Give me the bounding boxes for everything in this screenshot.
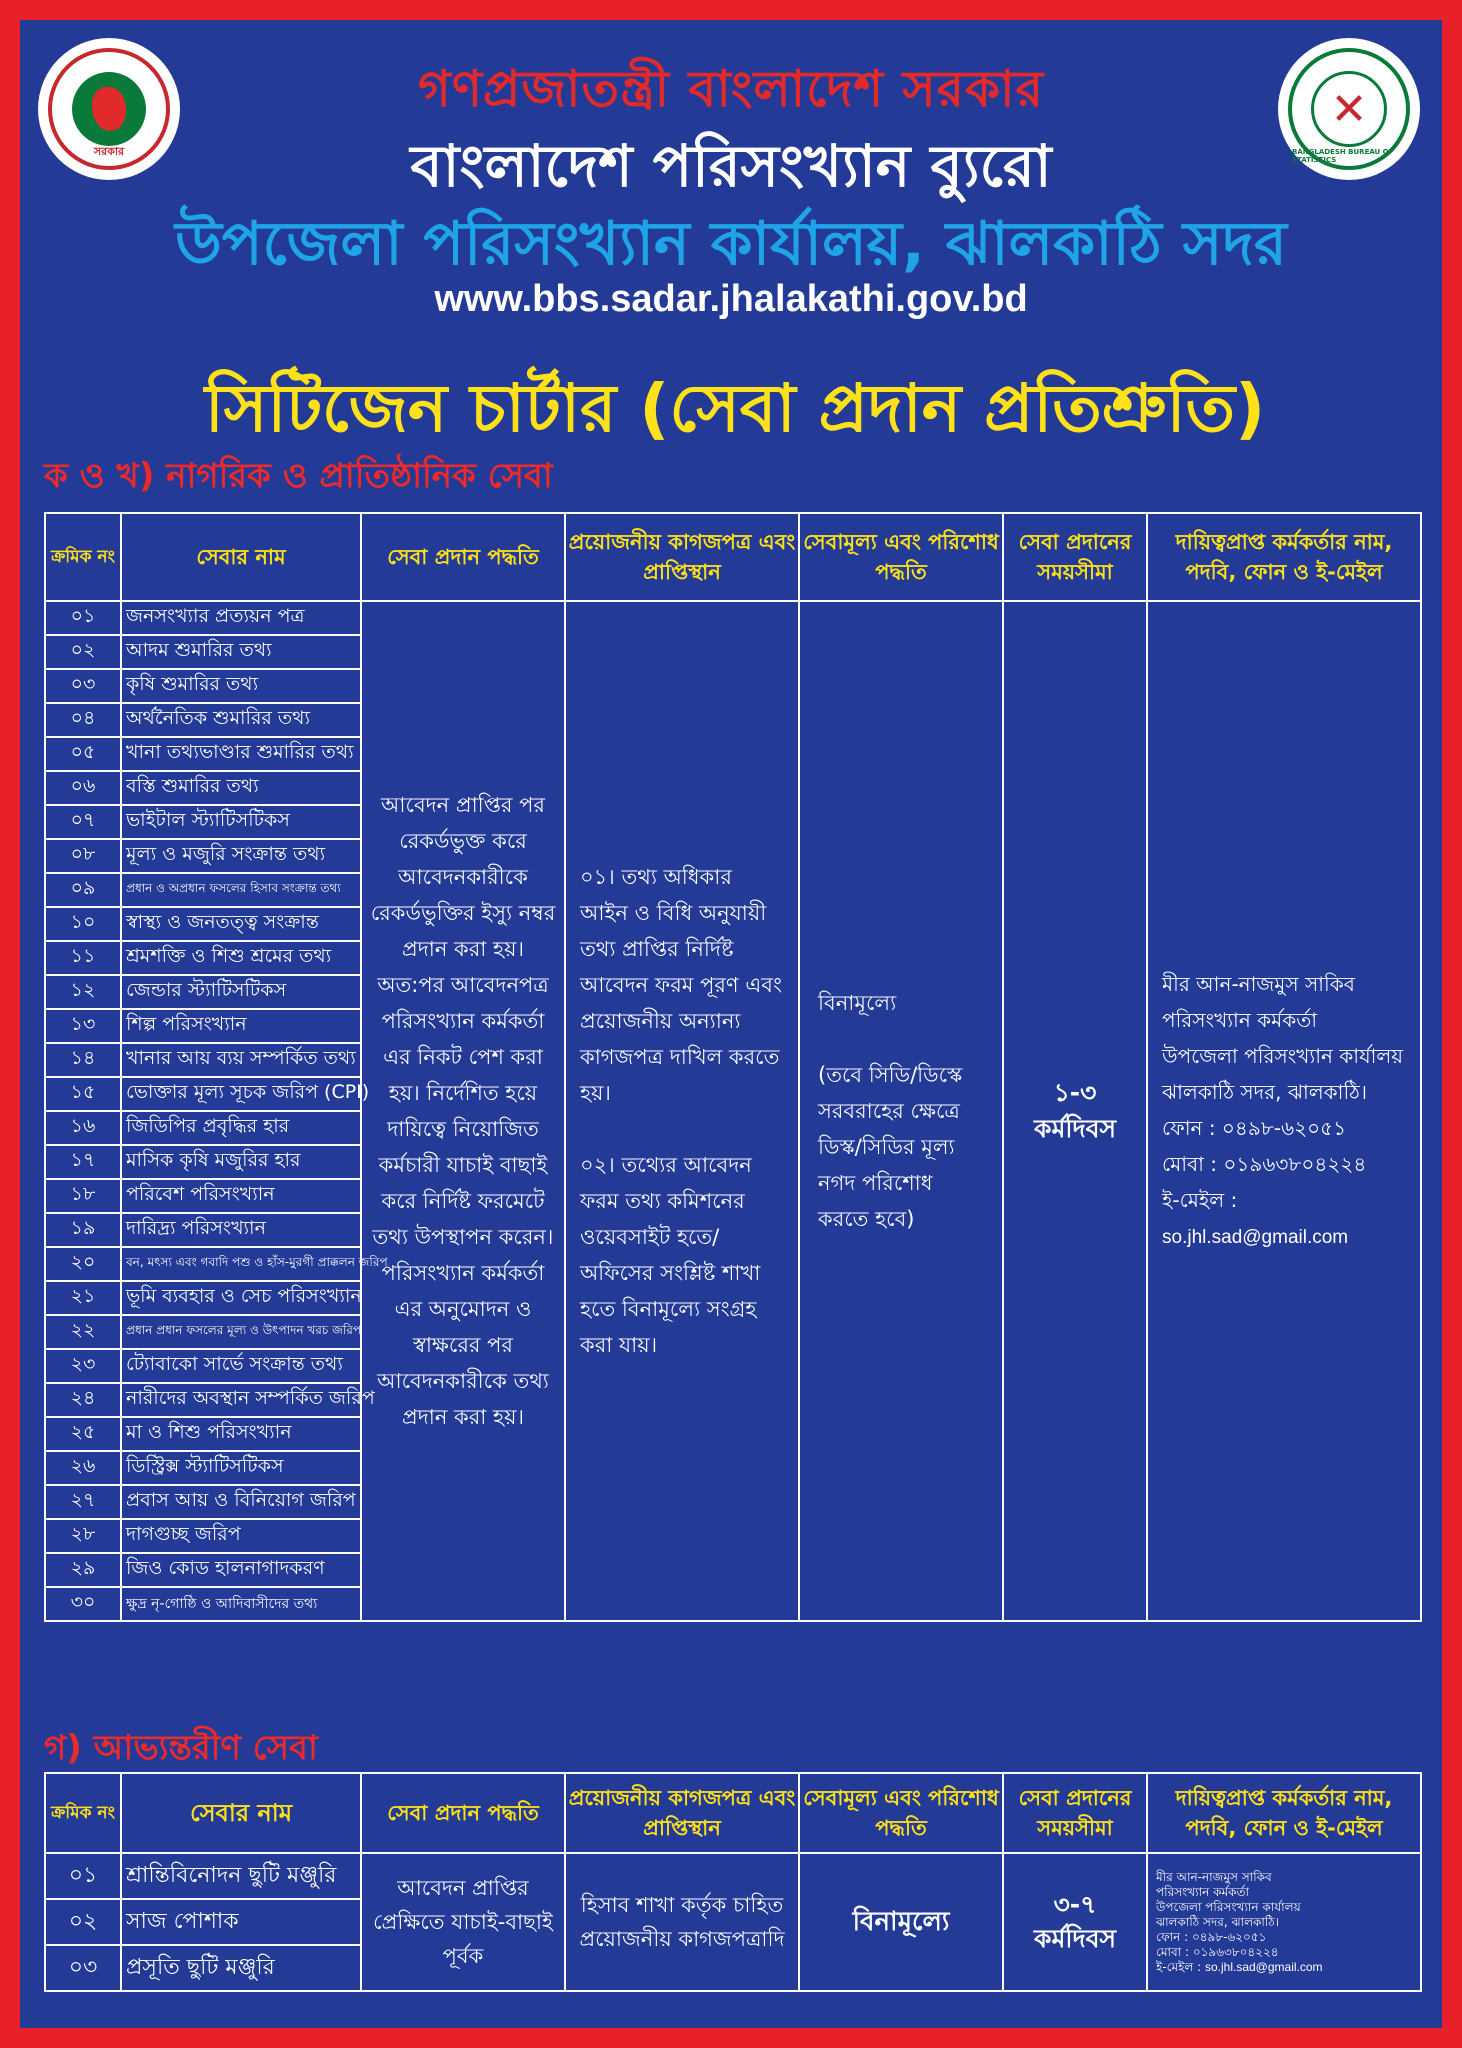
government-title: গণপ্রজাতন্ত্রী বাংলাদেশ সরকার xyxy=(418,60,1044,118)
service-serial: ২৯ xyxy=(45,1553,121,1587)
internal-service-time-limit xyxy=(1003,1853,1147,1991)
time-unit: কর্মদিবস xyxy=(1033,1114,1117,1143)
service-serial: ০৯ xyxy=(45,873,121,907)
officer-name: মীর আন-নাজমুস সাকিব xyxy=(1162,972,1355,996)
officer-title: পরিসংখ্যান কর্মকর্তা xyxy=(1156,1884,1250,1899)
service-serial: ১৬ xyxy=(45,1111,121,1145)
service-serial: ২৩ xyxy=(45,1349,121,1383)
service-name: জিডিপির প্রবৃদ্ধির হার xyxy=(121,1111,361,1145)
service-serial: ০৮ xyxy=(45,839,121,873)
service-serial: ২৭ xyxy=(45,1485,121,1519)
service-name: খানা তথ্যভাণ্ডার শুমারির তথ্য xyxy=(121,737,361,771)
documents-point-1: ০১। তথ্য অধিকার আইন ও বিধি অনুযায়ী তথ্য প্রাপ্তির নির্দিষ্ট আবেদন ফরম পূরণ এবং প্রয়োজনীয় অন্যান্য কাগজপত্র দাখিল করতে হয়। xyxy=(580,865,782,1105)
service-name: ক্ষুদ্র নৃ-গোষ্ঠি ও আদিবাসীদের তথ্য xyxy=(121,1587,361,1621)
time-range: ১-৩ xyxy=(1053,1078,1097,1107)
col-serial: ক্রমিক নং xyxy=(45,513,121,601)
documents-point-2: ০২। তথ্যের আবেদন ফরম তথ্য কমিশনের ওয়েবসাইট হতে/ অফিসের সংশ্লিষ্ট শাখা হতে বিনামূল্যে সংগ্রহ করা যায়। xyxy=(580,1153,761,1357)
col-service-name: সেবার নাম xyxy=(121,1773,361,1853)
service-serial: ০১ xyxy=(45,601,121,635)
officer-address: ঝালকাঠি সদর, ঝালকাঠি। xyxy=(1162,1080,1368,1104)
service-method: আবেদন প্রাপ্তির পর রেকর্ডভুক্ত করে আবেদনকারীকে রেকর্ডভুক্তির ইস্যু নম্বর প্রদান করা হয়। অত:পর আবেদনপত্র পরিসংখ্যান কর্মকর্তা এর নিকট পেশ করা হয়। নির্দেশিত হয়ে দায়িত্বে নিয়োজিত কর্মচারী যাচাই বাছাই করে নির্দিষ্ট ফরমেটে তথ্য উপস্থাপন করেন। পরিসংখ্যান কর্মকর্তা এর অনুমোদন ও স্বাক্ষরের পর আবেদনকারীকে তথ্য প্রদান করা হয়। xyxy=(361,601,565,1621)
service-name: বস্তি শুমারির তথ্য xyxy=(121,771,361,805)
service-serial: ২৪ xyxy=(45,1383,121,1417)
service-serial: ২০ xyxy=(45,1247,121,1281)
responsible-officer xyxy=(1147,601,1421,1621)
col-officer: দায়িত্বপ্রাপ্ত কর্মকর্তার নাম, পদবি, ফোন ও ই-মেইল xyxy=(1147,1773,1421,1853)
internal-service-name: প্রসূতি ছুটি মঞ্জুরি xyxy=(121,1945,361,1991)
service-name: মা ও শিশু পরিসংখ্যান xyxy=(121,1417,361,1451)
citizen-charter-poster xyxy=(20,20,1442,2028)
table-row xyxy=(45,601,1421,635)
service-name: খানার আয় ব্যয় সম্পর্কিত তথ্য xyxy=(121,1043,361,1077)
time-range: ৩-৭ xyxy=(1053,1890,1097,1919)
officer-phone: ফোন : ০৪৯৮-৬২০৫১ xyxy=(1162,1116,1347,1140)
service-serial: ০৩ xyxy=(45,669,121,703)
service-name: ভাইটাল স্ট্যাটিসটিকস xyxy=(121,805,361,839)
service-name: দারিদ্র্য পরিসংখ্যান xyxy=(121,1213,361,1247)
col-fee: সেবামূল্য এবং পরিশোধ পদ্ধতি xyxy=(799,513,1003,601)
service-serial: ২৮ xyxy=(45,1519,121,1553)
bbs-seal-text: BANGLADESH BUREAU OF STATISTICS xyxy=(1292,148,1394,164)
service-serial: ১৫ xyxy=(45,1077,121,1111)
officer-email-label: ই-মেইল : xyxy=(1162,1188,1238,1212)
service-serial: ০৫ xyxy=(45,737,121,771)
service-serial: ১২ xyxy=(45,975,121,1009)
internal-responsible-officer xyxy=(1147,1853,1421,1991)
section-internal-services-title: গ) আভ্যন্তরীণ সেবা xyxy=(44,1728,318,1768)
internal-services-table xyxy=(44,1772,1422,1992)
officer-office: উপজেলা পরিসংখ্যান কার্যালয় xyxy=(1162,1044,1404,1068)
internal-service-method: আবেদন প্রাপ্তির প্রেক্ষিতে যাচাই-বাছাই পূর্বক xyxy=(361,1853,565,1991)
service-serial: ২২ xyxy=(45,1315,121,1349)
internal-required-documents: হিসাব শাখা কর্তৃক চাহিত প্রয়োজনীয় কাগজপত্রাদি xyxy=(565,1853,799,1991)
col-documents: প্রয়োজনীয় কাগজপত্র এবং প্রাপ্তিস্থান xyxy=(565,1773,799,1853)
service-serial: ০৪ xyxy=(45,703,121,737)
service-serial: ২১ xyxy=(45,1281,121,1315)
service-name: ভোক্তার মূল্য সূচক জরিপ (CPI) xyxy=(121,1077,361,1111)
service-serial: ১৭ xyxy=(45,1145,121,1179)
service-name: ডিস্ট্রিক্স স্ট্যাটিসটিকস xyxy=(121,1451,361,1485)
internal-service-name: সাজ পোশাক xyxy=(121,1899,361,1945)
service-name: জিও কোড হালনাগাদকরণ xyxy=(121,1553,361,1587)
required-documents xyxy=(565,601,799,1621)
service-serial: ১৪ xyxy=(45,1043,121,1077)
internal-service-name: শ্রান্তিবিনোদন ছুটি মঞ্জুরি xyxy=(121,1853,361,1899)
bbs-cross-icon: ✕ xyxy=(1311,71,1387,147)
service-serial: ০৬ xyxy=(45,771,121,805)
office-title: উপজেলা পরিসংখ্যান কার্যালয়, ঝালকাঠি সদর xyxy=(175,209,1287,279)
service-name: অর্থনৈতিক শুমারির তথ্য xyxy=(121,703,361,737)
service-name: নারীদের অবস্থান সম্পর্কিত জরিপ xyxy=(121,1383,361,1417)
officer-name: মীর আন-নাজমুস সাকিব xyxy=(1156,1869,1272,1884)
service-serial: ০২ xyxy=(45,635,121,669)
service-serial: ২৫ xyxy=(45,1417,121,1451)
internal-service-serial: ০২ xyxy=(45,1899,121,1945)
service-name: কৃষি শুমারির তথ্য xyxy=(121,669,361,703)
service-fee xyxy=(799,601,1003,1621)
service-name: প্রধান প্রধান ফসলের মূল্য ও উৎপাদন খরচ জরিপ xyxy=(121,1315,361,1349)
col-serial: ক্রমিক নং xyxy=(45,1773,121,1853)
service-name: প্রবাস আয় ও বিনিয়োগ জরিপ xyxy=(121,1485,361,1519)
col-officer: দায়িত্বপ্রাপ্ত কর্মকর্তার নাম, পদবি, ফোন ও ই-মেইল xyxy=(1147,513,1421,601)
internal-service-serial: ০৩ xyxy=(45,1945,121,1991)
officer-phone: ফোন : ০৪৯৮-৬২০৫১ xyxy=(1156,1929,1267,1944)
officer-email-line xyxy=(1156,1960,1412,1975)
internal-service-serial: ০১ xyxy=(45,1853,121,1899)
service-name: স্বাস্থ্য ও জনতত্ত্ব সংক্রান্ত xyxy=(121,907,361,941)
service-name: জনসংখ্যার প্রত্যয়ন পত্র xyxy=(121,601,361,635)
charter-title: সিটিজেন চার্টার (সেবা প্রদান প্রতিশ্রুতি) xyxy=(204,370,1266,447)
officer-mobile: মোবা : ০১৯৬৩৮০৪২২৪ xyxy=(1156,1944,1279,1959)
col-time-limit: সেবা প্রদানের সময়সীমা xyxy=(1003,513,1147,601)
table-row xyxy=(45,1853,1421,1899)
service-name: ভূমি ব্যবহার ও সেচ পরিসংখ্যান xyxy=(121,1281,361,1315)
service-name: মাসিক কৃষি মজুরির হার xyxy=(121,1145,361,1179)
service-name: দাগগুচ্ছ জরিপ xyxy=(121,1519,361,1553)
officer-email-label: ই-মেইল : xyxy=(1156,1959,1202,1974)
government-seal-text: সরকার xyxy=(93,145,125,158)
service-serial: ৩০ xyxy=(45,1587,121,1621)
service-name: শিল্প পরিসংখ্যান xyxy=(121,1009,361,1043)
col-method: সেবা প্রদান পদ্ধতি xyxy=(361,1773,565,1853)
service-name: আদম শুমারির তথ্য xyxy=(121,635,361,669)
fee-free: বিনামূল্যে xyxy=(818,991,897,1015)
officer-email-link[interactable]: so.jhl.sad@gmail.com xyxy=(1162,1227,1349,1248)
service-name: শ্রমশক্তি ও শিশু শ্রমের তথ্য xyxy=(121,941,361,975)
service-time-limit xyxy=(1003,601,1147,1621)
col-documents: প্রয়োজনীয় কাগজপত্র এবং প্রাপ্তিস্থান xyxy=(565,513,799,601)
officer-email-link[interactable]: so.jhl.sad@gmail.com xyxy=(1204,1959,1323,1974)
service-serial: ২৬ xyxy=(45,1451,121,1485)
service-name: প্রধান ও অপ্রধান ফসলের হিসাব সংক্রান্ত তথ্য xyxy=(121,873,361,907)
officer-address: ঝালকাঠি সদর, ঝালকাঠি। xyxy=(1156,1914,1280,1929)
website-link[interactable]: www.bbs.sadar.jhalakathi.gov.bd xyxy=(434,278,1028,320)
service-serial: ১০ xyxy=(45,907,121,941)
officer-title: পরিসংখ্যান কর্মকর্তা xyxy=(1162,1008,1318,1032)
officer-email-line xyxy=(1162,1182,1406,1256)
service-name: জেন্ডার স্ট্যাটিসটিকস xyxy=(121,975,361,1009)
fee-note: (তবে সিডি/ডিস্কে সরবরাহের ক্ষেত্রে ডিস্ক/সিডির মূল্য নগদ পরিশোধ করতে হবে) xyxy=(818,1063,963,1231)
col-time-limit: সেবা প্রদানের সময়সীমা xyxy=(1003,1773,1147,1853)
officer-mobile: মোবা : ০১৯৬৩৮০৪২২৪ xyxy=(1162,1152,1367,1176)
col-service-name: সেবার নাম xyxy=(121,513,361,601)
service-name: বন, মৎস্য এবং গবাদি পশু ও হাঁস-মুরগী প্রাক্কলন জরিপ xyxy=(121,1247,361,1281)
officer-office: উপজেলা পরিসংখ্যান কার্যালয় xyxy=(1156,1899,1301,1914)
col-fee: সেবামূল্য এবং পরিশোধ পদ্ধতি xyxy=(799,1773,1003,1853)
bureau-title: বাংলাদেশ পরিসংখ্যান ব্যুরো xyxy=(410,132,1052,200)
col-method: সেবা প্রদান পদ্ধতি xyxy=(361,513,565,601)
citizen-services-table xyxy=(44,512,1422,1622)
internal-service-fee: বিনামূল্যে xyxy=(799,1853,1003,1991)
service-serial: ১৮ xyxy=(45,1179,121,1213)
service-serial: ১১ xyxy=(45,941,121,975)
service-serial: ১৩ xyxy=(45,1009,121,1043)
service-name: ট্যোবাকো সার্ভে সংক্রান্ত তথ্য xyxy=(121,1349,361,1383)
service-name: পরিবেশ পরিসংখ্যান xyxy=(121,1179,361,1213)
service-serial: ০৭ xyxy=(45,805,121,839)
section-citizen-services-title: ক ও খ) নাগরিক ও প্রাতিষ্ঠানিক সেবা xyxy=(44,456,553,496)
service-serial: ১৯ xyxy=(45,1213,121,1247)
service-name: মূল্য ও মজুরি সংক্রান্ত তথ্য xyxy=(121,839,361,873)
time-unit: কর্মদিবস xyxy=(1033,1924,1117,1953)
